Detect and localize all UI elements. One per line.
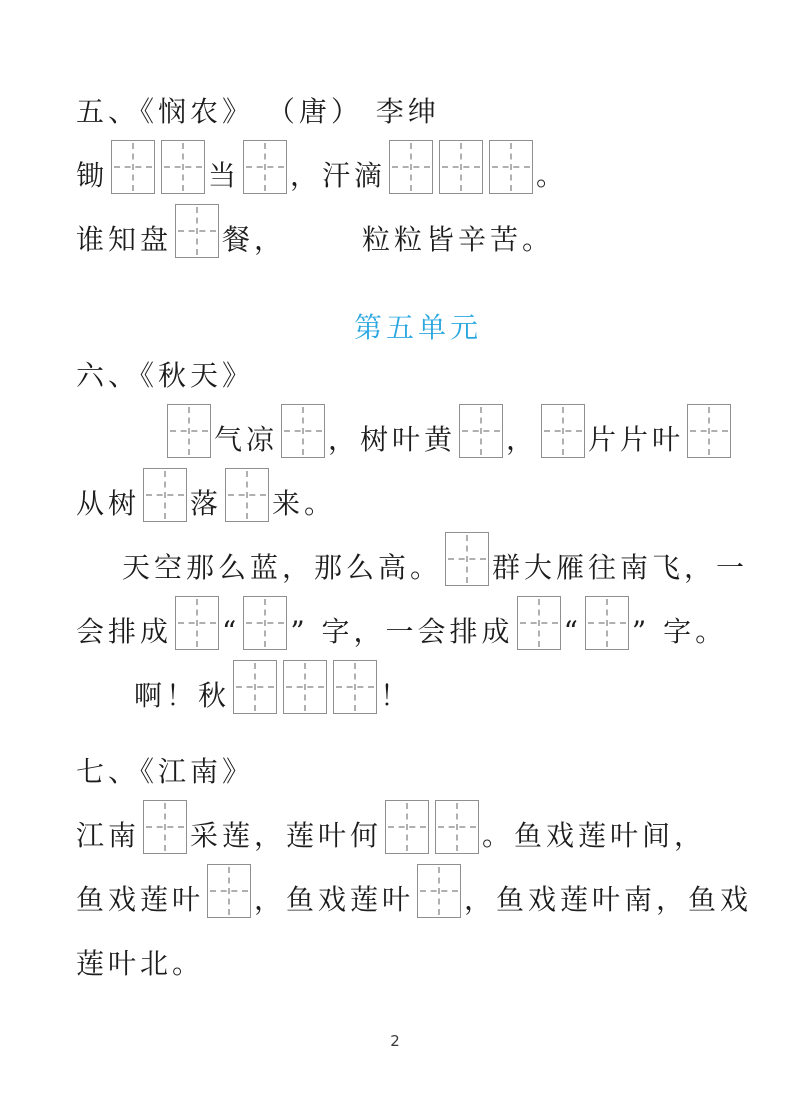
tianzige-writing-box bbox=[207, 864, 251, 918]
text-run: 气凉 bbox=[214, 423, 279, 456]
tianzige-writing-box bbox=[435, 800, 479, 854]
text-run: 粒粒皆辛苦。 bbox=[362, 223, 555, 256]
text-run: ！ bbox=[380, 679, 413, 712]
tianzige-writing-box bbox=[585, 596, 629, 650]
text-run: ” 字，一会排成 bbox=[290, 615, 514, 648]
tianzige-writing-box bbox=[517, 596, 561, 650]
tianzige-writing-box bbox=[167, 404, 211, 458]
text-run: 鱼戏莲叶 bbox=[76, 883, 205, 916]
text-line bbox=[76, 652, 760, 716]
text-run: 群大雁往南飞，一 bbox=[492, 551, 749, 584]
text-run: “ bbox=[222, 615, 241, 648]
text-run: ，树叶黄 bbox=[328, 423, 457, 456]
tianzige-writing-box bbox=[385, 800, 429, 854]
text-run: 江南 bbox=[76, 819, 141, 852]
text-run: 会排成 bbox=[76, 615, 173, 648]
tianzige-writing-box bbox=[687, 404, 731, 458]
text-line bbox=[76, 524, 760, 588]
text-line bbox=[76, 920, 760, 984]
tianzige-writing-box bbox=[283, 660, 327, 714]
tianzige-writing-box bbox=[111, 140, 155, 194]
text-run: 餐， bbox=[222, 223, 287, 256]
section-heading: 六、《秋天》 bbox=[76, 359, 255, 392]
unit-title: 第五单元 bbox=[353, 311, 482, 344]
tianzige-writing-box bbox=[243, 596, 287, 650]
text-run: ，鱼戏莲叶南，鱼戏 bbox=[464, 883, 753, 916]
text-line bbox=[76, 396, 760, 460]
tianzige-writing-box bbox=[489, 140, 533, 194]
tianzige-writing-box bbox=[143, 468, 187, 522]
text-run: 。鱼戏莲叶间， bbox=[482, 819, 707, 852]
tianzige-writing-box bbox=[439, 140, 483, 194]
text-run: 谁知盘 bbox=[76, 223, 173, 256]
text-run: 天空那么蓝，那么高。 bbox=[122, 551, 443, 584]
tianzige-writing-box bbox=[143, 800, 187, 854]
text-line bbox=[76, 792, 760, 856]
text-run: 莲叶北。 bbox=[76, 947, 205, 980]
tianzige-writing-box bbox=[541, 404, 585, 458]
document-body bbox=[76, 92, 760, 984]
text-run: ” 字。 bbox=[631, 615, 728, 648]
text-run: ，鱼戏莲叶 bbox=[254, 883, 415, 916]
tianzige-writing-box bbox=[333, 660, 377, 714]
text-run: 从树 bbox=[76, 487, 141, 520]
tianzige-writing-box bbox=[175, 204, 219, 258]
tianzige-writing-box bbox=[281, 404, 325, 458]
text-run: 来。 bbox=[272, 487, 337, 520]
tianzige-writing-box bbox=[161, 140, 205, 194]
tianzige-writing-box bbox=[445, 532, 489, 586]
page-number: 2 bbox=[390, 1032, 400, 1050]
text-line bbox=[76, 196, 760, 260]
tianzige-writing-box bbox=[225, 468, 269, 522]
section-heading: 七、《江南》 bbox=[76, 755, 255, 788]
text-run: 采莲，莲叶何 bbox=[190, 819, 383, 852]
text-run: 片片叶 bbox=[588, 423, 685, 456]
tianzige-writing-box bbox=[417, 864, 461, 918]
text-run: 啊！秋 bbox=[134, 679, 231, 712]
text-run: “ bbox=[563, 615, 582, 648]
tianzige-writing-box bbox=[459, 404, 503, 458]
text-run: ，汗滴 bbox=[290, 159, 387, 192]
tianzige-writing-box bbox=[175, 596, 219, 650]
text-run: 。 bbox=[536, 159, 569, 192]
text-run: ， bbox=[506, 423, 539, 456]
text-run: 落 bbox=[190, 487, 223, 520]
text-line bbox=[76, 132, 760, 196]
tianzige-writing-box bbox=[389, 140, 433, 194]
text-line bbox=[76, 460, 760, 524]
tianzige-writing-box bbox=[233, 660, 277, 714]
text-line bbox=[76, 588, 760, 652]
section-heading: 五、《悯农》 （唐） 李绅 bbox=[76, 95, 440, 128]
text-run: 当 bbox=[208, 159, 241, 192]
text-run: 锄 bbox=[76, 159, 109, 192]
tianzige-writing-box bbox=[243, 140, 287, 194]
text-line bbox=[76, 856, 760, 920]
